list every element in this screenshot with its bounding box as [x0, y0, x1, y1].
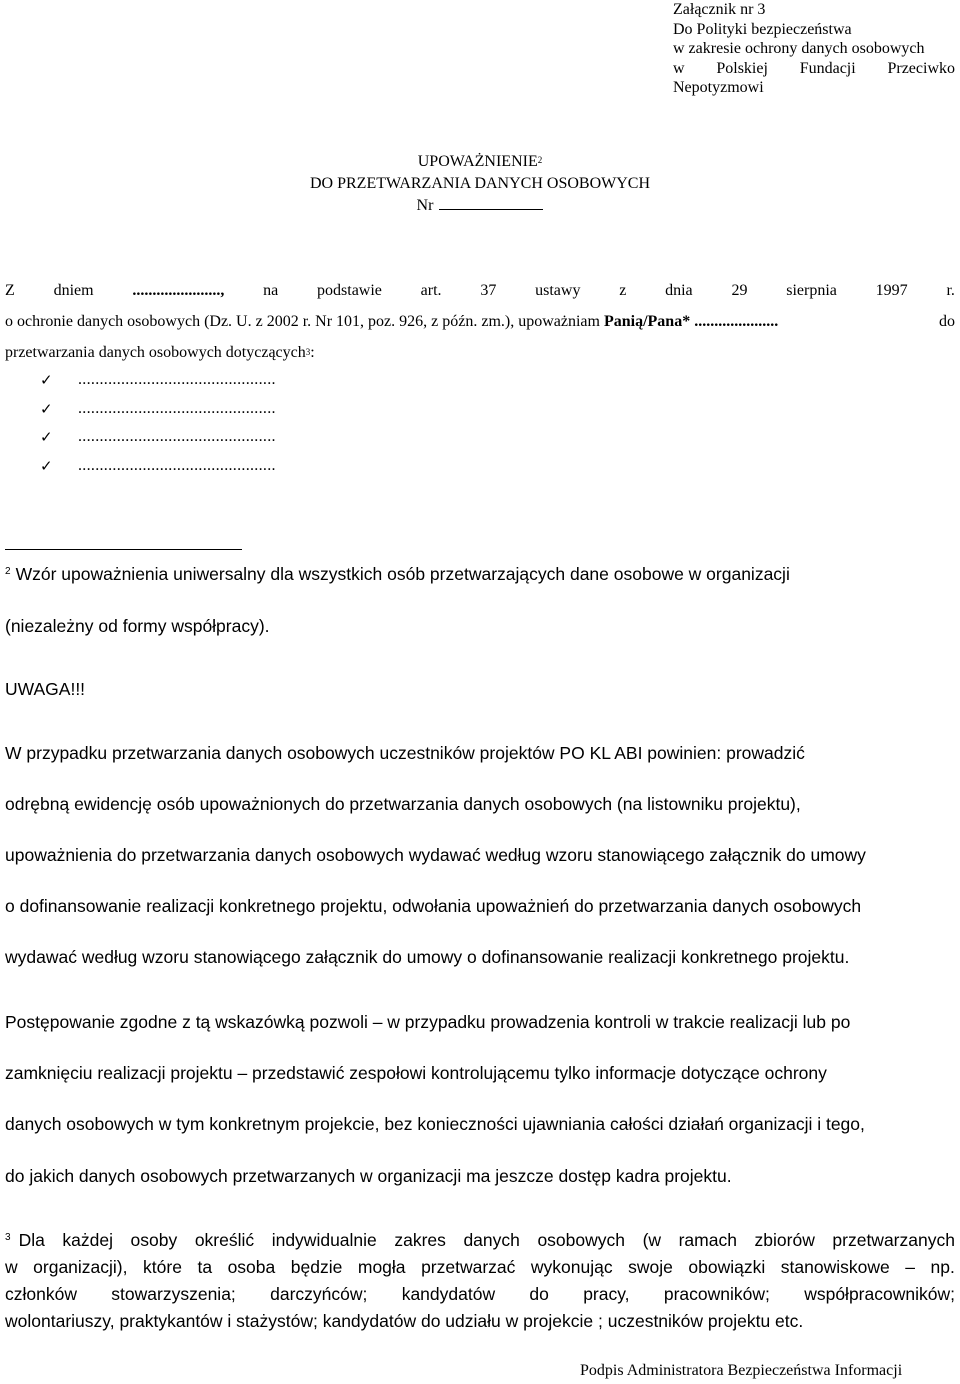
- word: będzie: [290, 1257, 343, 1277]
- word: dniem: [53, 282, 94, 299]
- checkmark-icon: ✓: [40, 400, 53, 418]
- annex-word: Polskiej: [716, 59, 768, 77]
- text: :: [310, 344, 315, 361]
- list-item: [40, 370, 276, 390]
- title-line-2: DO PRZETWARZANIA DANYCH OSOBOWYCH: [310, 175, 650, 192]
- word: osobowych: [537, 1230, 626, 1250]
- word: indywidualnie: [271, 1230, 377, 1250]
- word: z: [619, 282, 627, 299]
- paragraph-line-1: [5, 281, 955, 301]
- word: organizacji),: [33, 1257, 128, 1277]
- annex-line-4: [673, 59, 955, 79]
- word: do: [529, 1284, 549, 1304]
- word: Z: [5, 282, 15, 299]
- word: np.: [930, 1257, 955, 1277]
- warning-heading: UWAGA!!!: [5, 679, 86, 699]
- footnote-number: 2: [5, 566, 11, 577]
- footnote-ref-3: 3: [305, 347, 311, 357]
- word: 37: [480, 282, 497, 299]
- footnote-3-line-2: [5, 1255, 955, 1279]
- word: 1997: [875, 282, 908, 299]
- paragraph-line-2: [5, 312, 955, 332]
- footnote-2-line-2: (niezależny od formy współpracy).: [5, 616, 270, 636]
- word: dnia: [665, 282, 693, 299]
- footnote-ref-2: 2: [537, 155, 543, 165]
- paragraph-line-3: [5, 343, 955, 363]
- list-item: [40, 456, 276, 476]
- title-nr-label: Nr: [416, 197, 434, 214]
- word: zbiorów: [754, 1230, 815, 1250]
- word: 29: [731, 282, 748, 299]
- title-line-1: [0, 151, 960, 173]
- list-item-placeholder: ..............................................: [78, 400, 276, 417]
- paragraph-line-2-start: [5, 312, 778, 332]
- list-item: [40, 399, 276, 419]
- annex-line-1: Załącznik nr 3: [673, 1, 766, 18]
- word: pracy,: [583, 1284, 630, 1304]
- word: obowiązki: [688, 1257, 766, 1277]
- warning-p1-line: odrębną ewidencję osób upoważnionych do przetwarzania danych osobowych (na listowniku projektu),: [5, 794, 801, 814]
- word: przetwarzanych: [832, 1230, 955, 1250]
- text: o ochronie danych osobowych (Dz. U. z 2002 r. Nr 101, poz. 926, z późn. zm.), upoważniam: [5, 313, 600, 330]
- warning-p1-line: W przypadku przetwarzania danych osobowych uczestników projektów PO KL ABI powinien: prowadzić: [5, 743, 805, 763]
- word: danych: [463, 1230, 520, 1250]
- word: stowarzyszenia;: [111, 1284, 236, 1304]
- footnote-3-line-3: [5, 1282, 955, 1306]
- warning-p1-line: wydawać według wzoru stanowiącego załącznik do umowy o dofinansowanie realizacji konkretnego projektu.: [5, 947, 850, 967]
- word: wykonując: [530, 1257, 613, 1277]
- warning-p2-line: zamknięciu realizacji projektu – przedstawić zespołowi kontrolującemu tylko informacje dotyczące ochrony: [5, 1063, 827, 1083]
- annex-word: Przeciwko: [887, 59, 955, 77]
- annex-line-3: w zakresie ochrony danych osobowych: [673, 40, 925, 57]
- word: ustawy: [535, 282, 581, 299]
- annex-line-5: Nepotyzmowi: [673, 79, 764, 96]
- warning-p2-line: danych osobowych w tym konkretnym projekcie, bez konieczności ujawniania całości działań organizacji i tego,: [5, 1114, 865, 1134]
- checkmark-icon: ✓: [40, 428, 53, 446]
- word: podstawie: [317, 282, 382, 299]
- word: pracowników;: [663, 1284, 770, 1304]
- text: przetwarzania danych osobowych dotyczących: [5, 344, 306, 361]
- annex-word: w: [673, 59, 685, 77]
- word: art.: [420, 282, 442, 299]
- word: w: [5, 1257, 18, 1277]
- word: przetwarzać: [421, 1257, 516, 1277]
- footnote-3-line-1: [5, 1228, 955, 1252]
- nr-blank-field[interactable]: [439, 195, 543, 210]
- document-title: [0, 151, 960, 217]
- word: osoba: [227, 1257, 276, 1277]
- footnote-2-line-1: [5, 562, 790, 586]
- person-placeholder: Panią/Pana* .....................: [603, 313, 779, 330]
- word: stanowiskowe: [780, 1257, 890, 1277]
- word: ta: [197, 1257, 213, 1277]
- word: –: [905, 1257, 915, 1277]
- text: Wzór upoważnienia uniwersalny dla wszystkich osób przetwarzających dane osobowe w organizacji: [15, 564, 790, 584]
- signature-caption: Podpis Administratora Bezpieczeństwa Informacji: [580, 1362, 903, 1379]
- word: (w: [642, 1230, 662, 1250]
- word: osoby: [130, 1230, 178, 1250]
- warning-p2-line: Postępowanie zgodne z tą wskazówką pozwoli – w przypadku prowadzenia kontroli w trakcie realizacji lub po: [5, 1012, 851, 1032]
- list-item-placeholder: ..............................................: [78, 428, 276, 445]
- list-item-placeholder: ..............................................: [78, 457, 276, 474]
- warning-p2-line: do jakich danych osobowych przetwarzanych w organizacji ma jeszcze dostęp kadra projektu.: [5, 1166, 732, 1186]
- list-item-placeholder: ..............................................: [78, 371, 276, 388]
- warning-p1-line: o dofinansowanie realizacji konkretnego projektu, odwołania upoważnień do przetwarzania danych osobowych: [5, 896, 862, 916]
- annex-word: Fundacji: [799, 59, 856, 77]
- word: kandydatów: [401, 1284, 496, 1304]
- title-text: UPOWAŻNIENIE: [417, 153, 538, 170]
- title-line-3: [0, 195, 960, 217]
- word: współpracowników;: [804, 1284, 955, 1304]
- word: każdej: [62, 1230, 113, 1250]
- word: r.: [946, 282, 955, 299]
- word: swoje: [628, 1257, 673, 1277]
- word: darczyńców;: [270, 1284, 368, 1304]
- word: które: [143, 1257, 182, 1277]
- footnote-separator: [5, 549, 242, 550]
- footnote-number: 3: [5, 1232, 11, 1243]
- date-placeholder: ......................,: [132, 282, 225, 299]
- footnote-3-line-4: wolontariuszy, praktykantów i stażystów; kandydatów do udziału w projekcie ; uczestników projektu etc.: [5, 1311, 804, 1331]
- annex-line-2: Do Polityki bezpieczeństwa: [673, 20, 852, 38]
- word: zakres: [394, 1230, 446, 1250]
- checkmark-icon: ✓: [40, 457, 53, 475]
- warning-p1-line: upoważnienia do przetwarzania danych osobowych wydawać według wzoru stanowiącego załącznik do umowy: [5, 845, 866, 865]
- word: mogła: [357, 1257, 406, 1277]
- footnote-3-start: [5, 1228, 45, 1252]
- word: sierpnia: [786, 282, 837, 299]
- word: na: [263, 282, 279, 299]
- word: określić: [194, 1230, 255, 1250]
- word: do: [939, 313, 955, 330]
- word: ramach: [678, 1230, 737, 1250]
- checkmark-icon: ✓: [40, 371, 53, 389]
- list-item: [40, 427, 276, 447]
- annex-header: [673, 0, 955, 98]
- paragraph-line-3-text: [5, 343, 315, 363]
- word: Dla: [18, 1230, 45, 1250]
- word: członków: [5, 1284, 77, 1304]
